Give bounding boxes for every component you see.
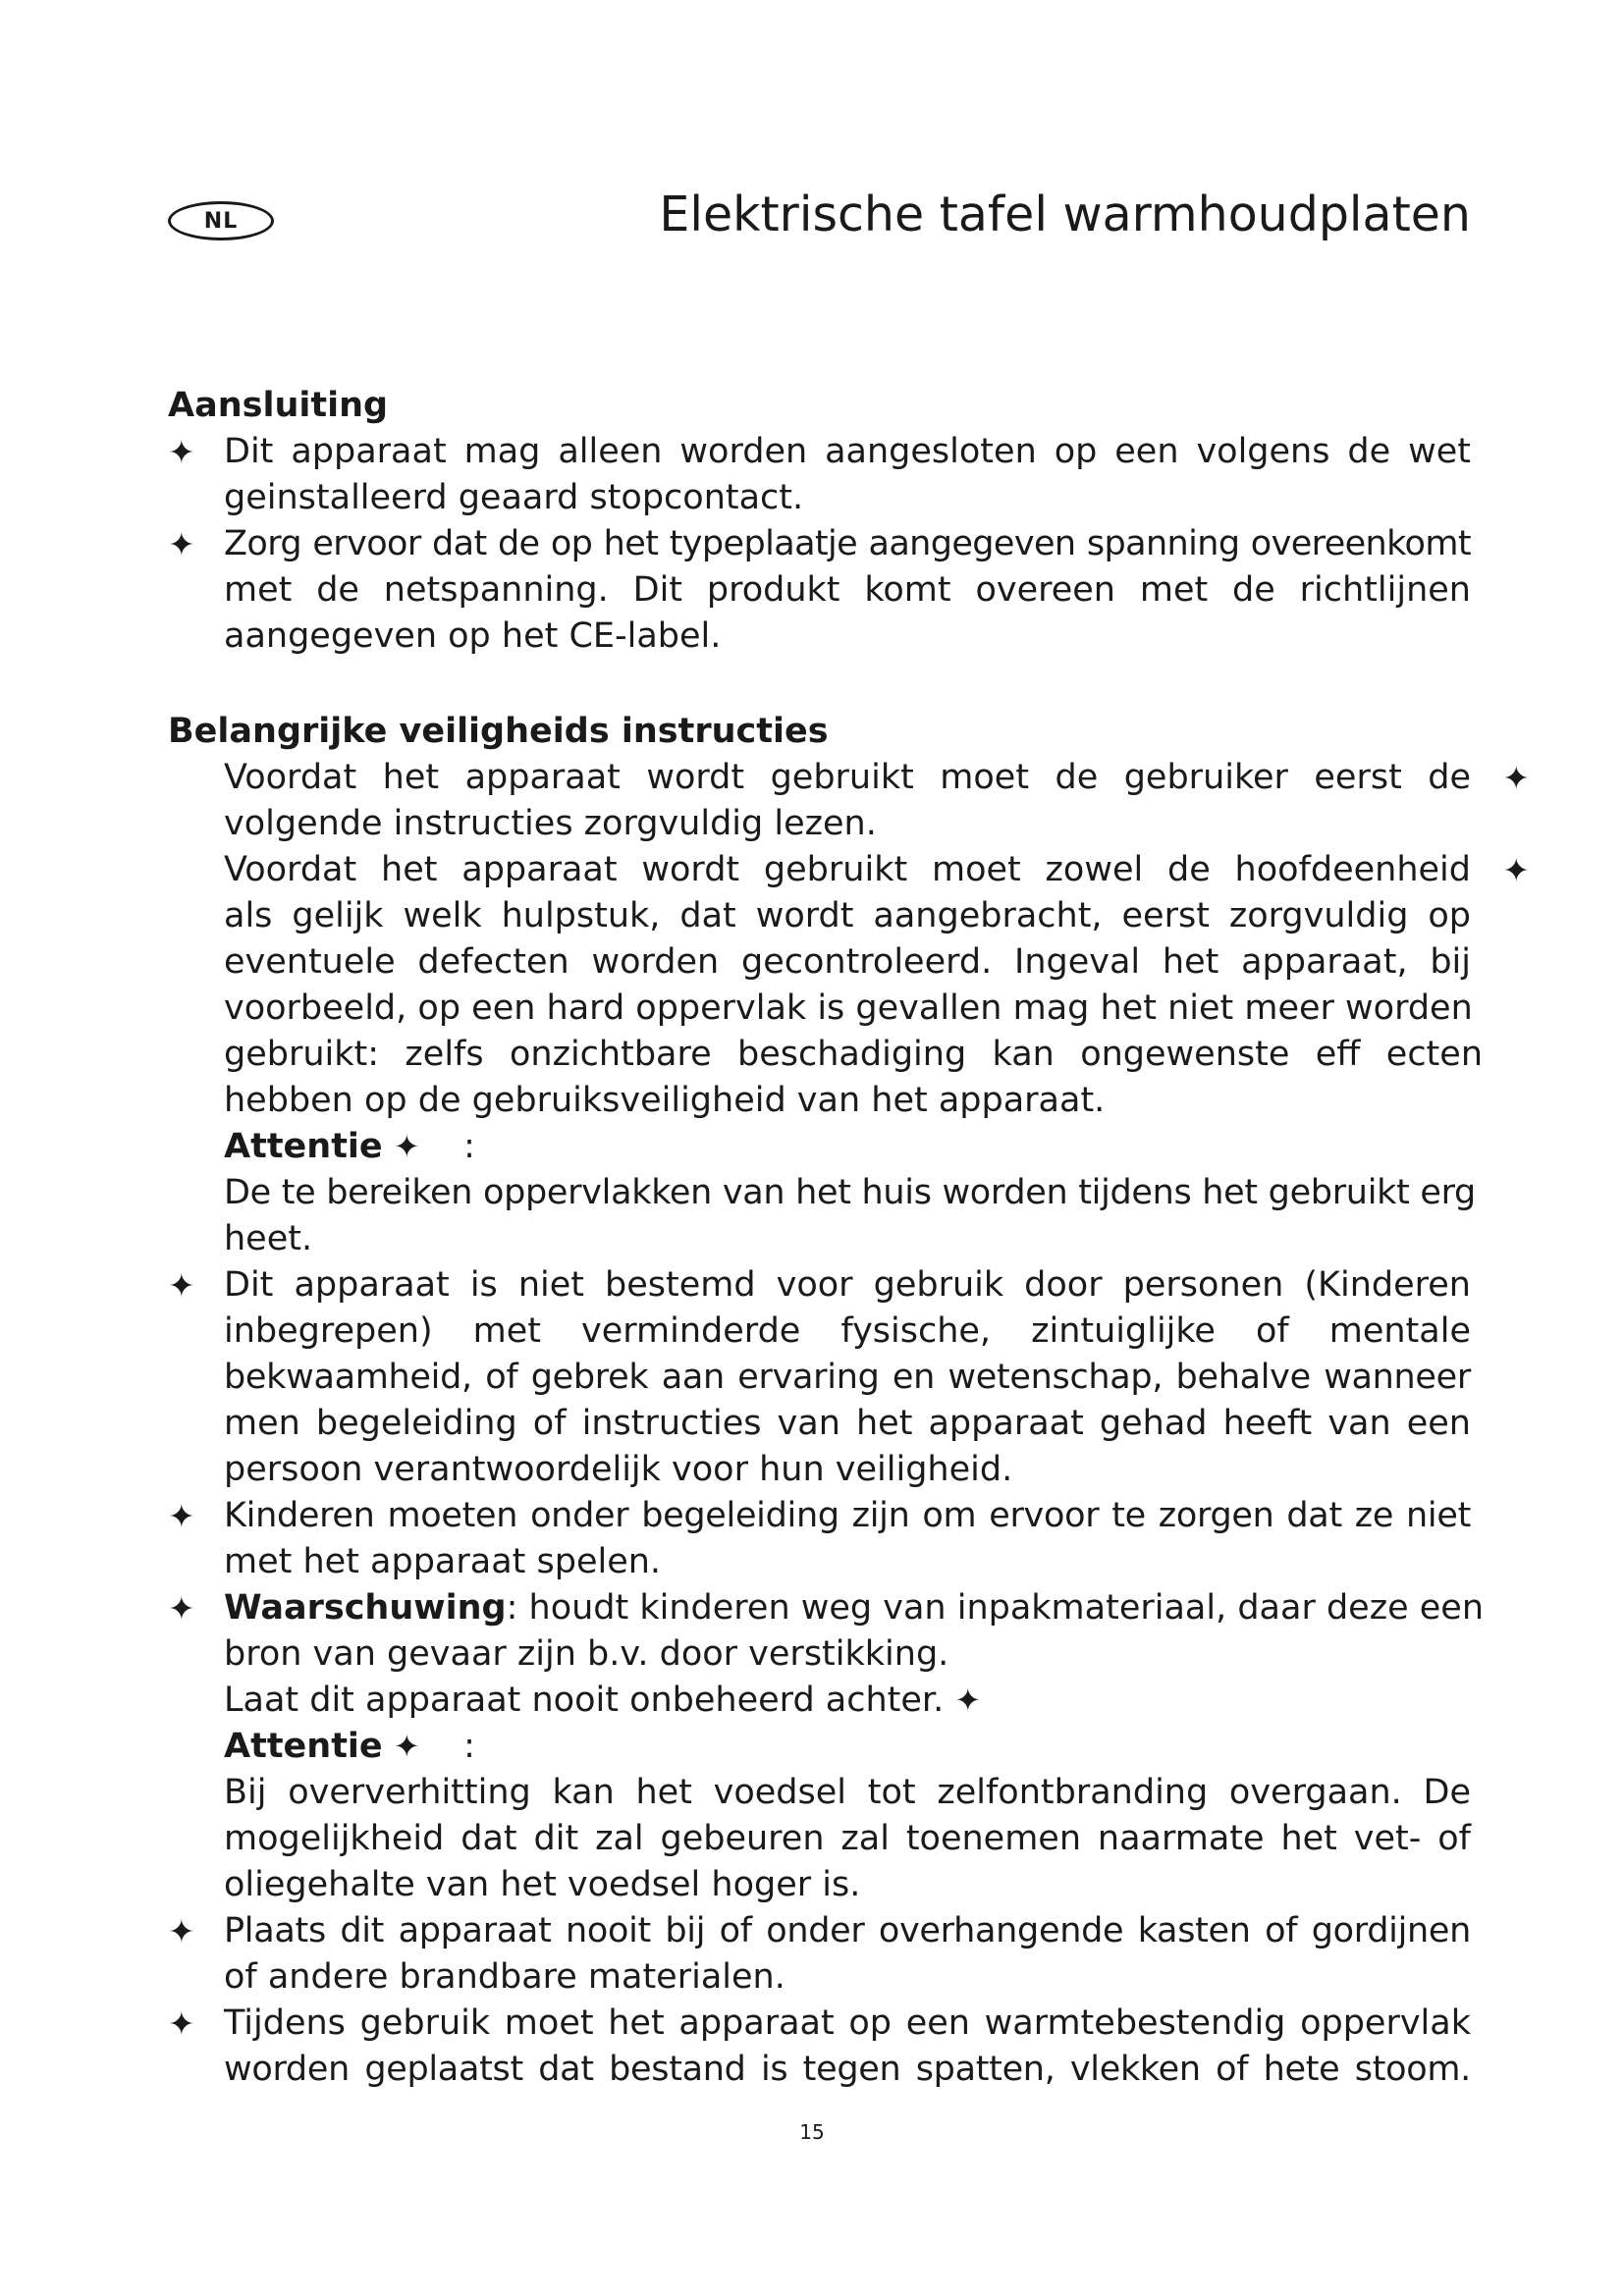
bullet-star-icon: ✦ [168, 433, 195, 471]
list-item-continuation [168, 939, 1471, 986]
section-title: Belangrijke veiligheids instructies [168, 712, 829, 751]
list-item-continuation [168, 801, 1471, 847]
bullet-star-icon: ✦ [168, 1912, 195, 1950]
list-item-text: Plaats dit apparaat nooit bij of onder overhangende kasten of gordijnen [224, 1911, 1471, 1950]
list-item-text: Bij oververhitting kan het voedsel tot zelfontbranding overgaan. De [224, 1773, 1471, 1812]
list-item [168, 1585, 1484, 1631]
page-title: Elektrische tafel warmhoudplaten [659, 187, 1471, 242]
list-item-continuation [168, 475, 1471, 521]
attentie-label: Attentie [224, 1127, 383, 1166]
attentie-heading [168, 1724, 1471, 1770]
list-item-text: aangegeven op het CE-label. [224, 616, 722, 656]
list-item-text: Tijdens gebruik moet het apparaat op een warmtebestendig oppervlak [224, 2003, 1471, 2043]
list-item-continuation [168, 614, 1471, 660]
list-item-continuation [168, 2047, 1471, 2093]
list-item-continuation [168, 1539, 1471, 1585]
list-item-text: houdt kinderen weg van inpakmateriaal, daar deze een [528, 1588, 1484, 1628]
list-item-continuation [168, 1862, 1471, 1908]
bullet-star-icon: ✦ [168, 1589, 195, 1628]
list-item-text: volgende instructies zorgvuldig lezen. [224, 804, 877, 843]
list-item-continuation [168, 986, 1471, 1032]
list-item-continuation [168, 1954, 1471, 2001]
section-title: Aansluiting [168, 386, 389, 425]
list-item-text: bron van gevaar zijn b.v. door verstikking. [224, 1634, 949, 1674]
list-item-text: of andere brandbare materialen. [224, 1957, 785, 1997]
list-item-text: inbegrepen) met verminderde fysische, zintuiglijke of mentale [224, 1311, 1471, 1351]
list-item-text: voorbeeld, op een hard oppervlak is gevallen mag het niet meer worden [224, 988, 1473, 1028]
list-item-continuation [168, 567, 1471, 614]
list-item-text: gebruikt: zelfs onzichtbare beschadiging kan ongewenste eff ecten [224, 1035, 1483, 1074]
attentie-heading [168, 1124, 1471, 1170]
list-item [168, 1493, 1471, 1539]
list-item-text: worden geplaatst dat bestand is tegen spatten, vlekken of hete stoom. [224, 2050, 1471, 2089]
list-item-text: Dit apparaat mag alleen worden aangesloten op een volgens de wet [224, 432, 1471, 471]
list-item-continuation [168, 1816, 1471, 1862]
list-item-text: Voordat het apparaat wordt gebruikt moet de gebruiker eerst de [224, 758, 1471, 797]
list-item [168, 429, 1471, 475]
waarschuwing-label: Waarschuwing [224, 1588, 507, 1628]
list-item [168, 1262, 1471, 1308]
colon: : [506, 1588, 518, 1628]
list-item-text: bekwaamheid, of gebrek aan ervaring en wetenschap, behalve wanneer [224, 1358, 1471, 1397]
section-veiligheid [168, 709, 1530, 2093]
list-item-text: Laat dit apparaat nooit onbeheerd achter. [224, 1681, 945, 1720]
bullet-star-icon: ✦ [393, 1728, 420, 1765]
list-item-continuation [168, 893, 1471, 939]
list-item-continuation [168, 1447, 1471, 1493]
bullet-star-icon: ✦ [168, 2004, 195, 2043]
colon: : [463, 1727, 475, 1766]
list-item-continuation [168, 1631, 1471, 1678]
list-item-text: met het apparaat spelen. [224, 1542, 662, 1581]
list-item-text: Dit apparaat is niet bestemd voor gebruik door personen (Kinderen [224, 1265, 1471, 1305]
list-item-continuation [168, 1308, 1471, 1355]
list-item-continuation [168, 1032, 1483, 1078]
list-item-text: als gelijk welk hulpstuk, dat wordt aangebracht, eerst zorgvuldig op [224, 896, 1471, 935]
bullet-star-icon: ✦ [954, 1682, 982, 1719]
list-item [168, 1908, 1471, 1954]
list-item-text: geinstalleerd geaard stopcontact. [224, 478, 804, 517]
list-item-text: heet. [224, 1219, 313, 1258]
bullet-star-icon: ✦ [168, 1497, 195, 1535]
list-item-text: men begeleiding of instructies van het apparaat gehad heeft van een [224, 1404, 1471, 1443]
list-item-continuation [168, 1678, 1471, 1724]
bullet-star-icon: ✦ [1502, 759, 1530, 797]
bullet-star-icon: ✦ [168, 525, 195, 563]
list-item-continuation [168, 1355, 1471, 1401]
bullet-star-icon: ✦ [168, 1266, 195, 1305]
list-item-text: De te bereiken oppervlakken van het huis worden tijdens het gebruikt erg [224, 1173, 1476, 1212]
attentie-label: Attentie [224, 1727, 383, 1766]
list-item-continuation [168, 1770, 1471, 1816]
list-item-text: Zorg ervoor dat de op het typeplaatje aangegeven spanning overeenkomt [224, 524, 1471, 563]
list-item [168, 521, 1471, 567]
bullet-star-icon: ✦ [393, 1128, 420, 1165]
list-item-continuation [168, 1170, 1476, 1216]
list-item-text: Kinderen moeten onder begeleiding zijn om ervoor te zorgen dat ze niet [224, 1496, 1471, 1535]
list-item-text: met de netspanning. Dit produkt komt overeen met de richtlijnen [224, 570, 1471, 610]
list-item-continuation [168, 1401, 1471, 1447]
section-aansluiting [168, 383, 1471, 660]
list-item-text: Voordat het apparaat wordt gebruikt moet zowel de hoofdeenheid [224, 850, 1471, 889]
colon: : [463, 1127, 475, 1166]
list-item-text: oliegehalte van het voedsel hoger is. [224, 1865, 861, 1904]
list-item [168, 847, 1530, 893]
list-item [168, 755, 1530, 801]
list-item-text: mogelijkheid dat dit zal gebeuren zal toenemen naarmate het vet- of [224, 1819, 1471, 1858]
list-item-text: persoon verantwoordelijk voor hun veiligheid. [224, 1450, 1013, 1489]
list-item-text: hebben op de gebruiksveiligheid van het apparaat. [224, 1081, 1106, 1120]
bullet-star-icon: ✦ [1502, 851, 1530, 889]
list-item-continuation [168, 1216, 1471, 1262]
language-badge: NL [168, 201, 274, 240]
list-item-text: eventuele defecten worden gecontroleerd. Ingeval het apparaat, bij [224, 942, 1471, 982]
list-item [168, 2001, 1471, 2047]
list-item-continuation [168, 1078, 1471, 1124]
page-number: 15 [799, 2120, 825, 2144]
